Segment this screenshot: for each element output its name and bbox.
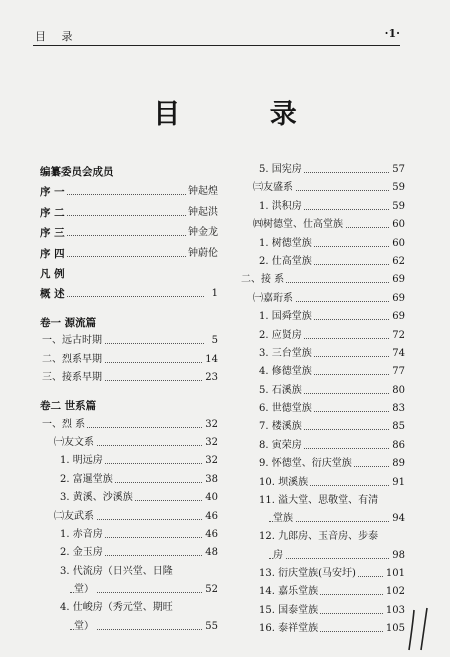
toc-entry xyxy=(239,583,405,601)
header-rule xyxy=(33,45,400,46)
toc-entry xyxy=(40,369,218,387)
toc-entry-page: 46 xyxy=(203,526,218,544)
toc-entry xyxy=(239,602,405,620)
toc-entry-title: 3. 三台堂族 xyxy=(259,345,314,363)
toc-entry xyxy=(40,332,218,350)
toc-entry xyxy=(40,452,218,470)
toc-entry xyxy=(40,183,218,201)
toc-entry-title: 4. 仕峻房（秀元堂、期旺 xyxy=(60,599,175,617)
toc-entry-page: 102 xyxy=(384,583,405,601)
toc-entry-title: 堂） xyxy=(74,618,96,636)
toc-entry-page: 48 xyxy=(203,544,218,562)
toc-entry xyxy=(40,285,218,303)
toc-entry-title: 3. 代流房（日兴堂、日隆 xyxy=(60,563,175,581)
toc-entry xyxy=(40,563,218,581)
toc-entry-title: 编纂委员会成员 xyxy=(40,163,116,181)
page-number: ·1· xyxy=(384,27,400,40)
toc-entry-title: 序 二 xyxy=(40,204,67,222)
toc-entry-page: 23 xyxy=(203,369,218,387)
toc-entry-page: 32 xyxy=(203,452,218,470)
toc-entry-page: 55 xyxy=(203,618,218,636)
toc-entry-page: 85 xyxy=(390,418,405,436)
toc-entry-page: 59 xyxy=(390,198,405,216)
toc-entry-title: 5. 石溪族 xyxy=(259,382,304,400)
toc-entry xyxy=(40,489,218,507)
toc-entry-page: 32 xyxy=(203,434,218,452)
toc-entry xyxy=(239,253,405,271)
toc-entry-title: 序 三 xyxy=(40,224,67,242)
toc-entry xyxy=(40,544,218,562)
toc-entry xyxy=(40,599,218,617)
toc-entry-page: 86 xyxy=(390,437,405,455)
toc-right-column xyxy=(239,161,405,638)
toc-entry xyxy=(239,474,405,492)
toc-entry-page: 40 xyxy=(203,489,218,507)
toc-entry-title: 1. 明远房 xyxy=(60,452,105,470)
toc-entry xyxy=(40,581,218,599)
toc-entry-title: 4. 修德堂族 xyxy=(259,363,314,381)
toc-entry xyxy=(40,265,218,283)
toc-entry-title: 6. 世德堂族 xyxy=(259,400,314,418)
toc-entry-page: 101 xyxy=(384,565,405,583)
toc-entry-title: 3. 黄溪、沙溪族 xyxy=(60,489,135,507)
toc-entry-title: 堂族 xyxy=(273,510,295,528)
toc-entry-page: 98 xyxy=(390,547,405,565)
toc-entry-title: 10. 坝溪族 xyxy=(259,474,310,492)
toc-entry-title: 卷二 世系篇 xyxy=(40,397,98,415)
toc-entry-page: 80 xyxy=(390,382,405,400)
toc-entry-title: 序 四 xyxy=(40,245,67,263)
toc-entry xyxy=(239,198,405,216)
toc-entry-page: 14 xyxy=(203,351,218,369)
toc-entry xyxy=(239,216,405,234)
toc-entry-title: 三、接系早期 xyxy=(42,369,104,387)
toc-entry-page: 32 xyxy=(203,416,218,434)
toc-entry xyxy=(40,508,218,526)
toc-entry xyxy=(239,510,405,528)
toc-entry-title: 16. 泰祥堂族 xyxy=(259,620,320,638)
toc-entry xyxy=(239,565,405,583)
toc-entry-page: 60 xyxy=(390,216,405,234)
toc-entry-title: ㈡友武系 xyxy=(54,508,96,526)
toc-entry-page: 74 xyxy=(390,345,405,363)
toc-entry xyxy=(239,418,405,436)
toc-entry-page: 46 xyxy=(203,508,218,526)
toc-entry xyxy=(239,327,405,345)
toc-entry xyxy=(239,528,405,546)
toc-entry-page: 77 xyxy=(390,363,405,381)
toc-entry-title: 13. 衍庆堂族(马安圩) xyxy=(259,565,358,583)
toc-entry-title: 二、接 系 xyxy=(241,271,286,289)
toc-entry-title: 2. 应贤房 xyxy=(259,327,304,345)
toc-entry-title: 堂） xyxy=(74,581,96,599)
toc-entry xyxy=(239,492,405,510)
toc-entry-page: 59 xyxy=(390,179,405,197)
toc-entry-page: 60 xyxy=(390,235,405,253)
toc-entry-page: 52 xyxy=(203,581,218,599)
toc-entry xyxy=(239,382,405,400)
toc-entry xyxy=(239,290,405,308)
toc-entry-title: 1. 树德堂族 xyxy=(259,235,314,253)
toc-entry-page: 91 xyxy=(390,474,405,492)
toc-entry xyxy=(239,235,405,253)
toc-entry xyxy=(40,526,218,544)
toc-entry-page: 1 xyxy=(210,285,218,303)
toc-entry-page: 钟起洪 xyxy=(186,204,218,222)
toc-entry-title: 9. 怀德堂、衍庆堂族 xyxy=(259,455,354,473)
toc-entry-page: 83 xyxy=(390,400,405,418)
toc-left-column xyxy=(40,161,218,636)
toc-entry-page: 57 xyxy=(390,161,405,179)
page-header xyxy=(35,26,400,44)
toc-entry-title: 1. 国舜堂族 xyxy=(259,308,314,326)
toc-entry-title: 一、烈 系 xyxy=(42,416,87,434)
toc-entry-page: 69 xyxy=(390,290,405,308)
toc-entry xyxy=(40,618,218,636)
running-head: 目 录 xyxy=(35,30,79,43)
toc-entry-page: 钟起煌 xyxy=(186,183,218,201)
toc-entry-title: 14. 嘉乐堂族 xyxy=(259,583,320,601)
toc-entry-page: 62 xyxy=(390,253,405,271)
toc-entry-title: ㈠嘉珩系 xyxy=(253,290,295,308)
toc-entry-title: 15. 国泰堂族 xyxy=(259,602,320,620)
toc-entry-title: 7. 楼溪族 xyxy=(259,418,304,436)
toc-entry xyxy=(40,204,218,222)
toc-entry-title: 1. 赤音房 xyxy=(60,526,105,544)
toc-entry xyxy=(40,416,218,434)
toc-entry-page: 69 xyxy=(390,308,405,326)
toc-entry xyxy=(40,224,218,242)
toc-entry xyxy=(40,163,218,181)
toc-entry xyxy=(40,434,218,452)
toc-entry-title: 序 一 xyxy=(40,183,67,201)
toc-entry-title: ㈣树德堂、仕高堂族 xyxy=(253,216,345,234)
toc-entry-page: 89 xyxy=(390,455,405,473)
toc-entry-page: 5 xyxy=(210,332,218,350)
toc-entry-page: 72 xyxy=(390,327,405,345)
toc-entry-title: 2. 仕高堂族 xyxy=(259,253,314,271)
toc-entry-title: 12. 九郎房、玉音房、步泰 xyxy=(259,528,380,546)
toc-entry-page: 38 xyxy=(203,471,218,489)
toc-entry-page: 钟金龙 xyxy=(186,224,218,242)
page-title: 目 录 xyxy=(153,99,337,130)
toc-entry-title: 卷一 源流篇 xyxy=(40,314,98,332)
toc-entry xyxy=(40,351,218,369)
toc-entry-page: 94 xyxy=(390,510,405,528)
toc-entry-title: ㈢友盛系 xyxy=(253,179,295,197)
toc-entry-title: 凡 例 xyxy=(40,265,67,283)
toc-entry-title: 一、远古时期 xyxy=(42,332,104,350)
toc-entry xyxy=(239,345,405,363)
toc-entry-title: 概 述 xyxy=(40,285,67,303)
toc-entry-title: 11. 溢大堂、思敬堂、有清 xyxy=(259,492,380,510)
toc-entry xyxy=(239,271,405,289)
toc-entry-page: 69 xyxy=(390,271,405,289)
toc-entry xyxy=(40,314,218,332)
toc-entry xyxy=(239,308,405,326)
toc-entry-title: 1. 洪积房 xyxy=(259,198,304,216)
toc-entry xyxy=(239,455,405,473)
toc-entry-title: 5. 国宪房 xyxy=(259,161,304,179)
toc-entry-title: 2. 富暹堂族 xyxy=(60,471,115,489)
toc-entry-title: 2. 金玉房 xyxy=(60,544,105,562)
toc-entry-title: ㈠友文系 xyxy=(54,434,96,452)
toc-entry-page: 103 xyxy=(384,602,405,620)
toc-entry xyxy=(239,437,405,455)
toc-entry-title: 二、烈系早期 xyxy=(42,351,104,369)
toc-entry-page: 105 xyxy=(384,620,405,638)
toc-entry xyxy=(239,161,405,179)
toc-entry xyxy=(40,471,218,489)
toc-entry xyxy=(40,397,218,415)
toc-entry xyxy=(239,400,405,418)
toc-entry xyxy=(239,363,405,381)
handwritten-mark xyxy=(405,606,435,652)
toc-entry xyxy=(239,620,405,638)
toc-entry-page: 钟蔚伦 xyxy=(186,245,218,263)
toc-entry-title: 8. 寅荣房 xyxy=(259,437,304,455)
toc-entry xyxy=(239,179,405,197)
toc-entry xyxy=(239,547,405,565)
toc-entry xyxy=(40,245,218,263)
toc-entry-title: 房 xyxy=(273,547,285,565)
